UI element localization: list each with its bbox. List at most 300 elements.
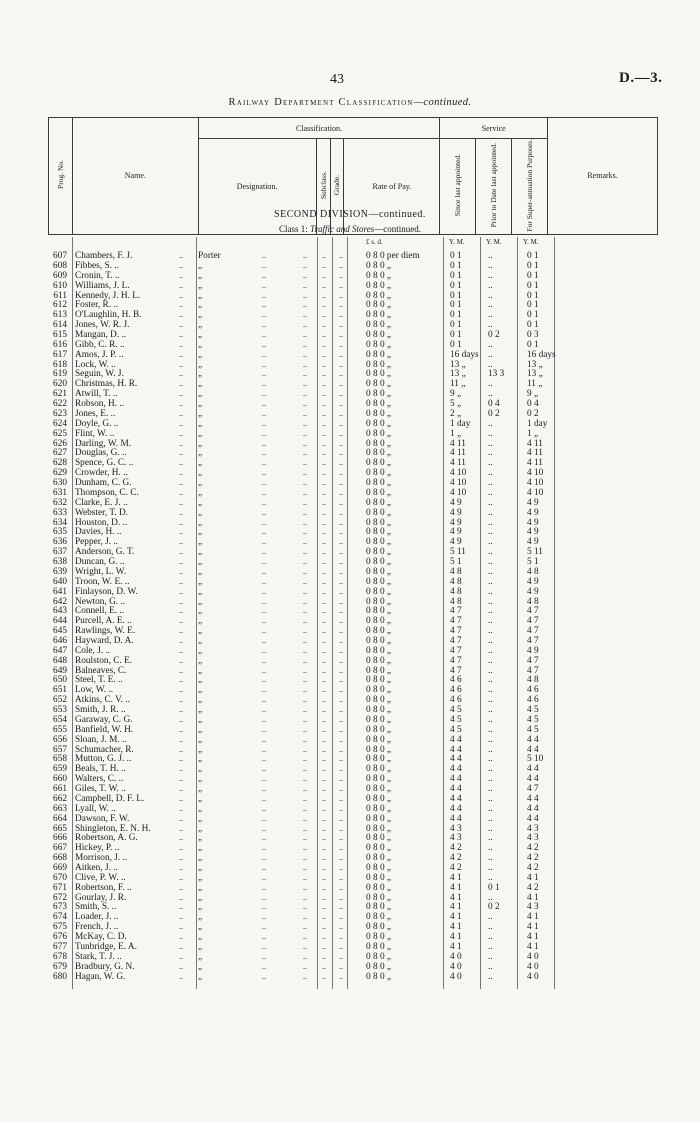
leader-dots: ..: [262, 744, 266, 754]
rate-of-pay-cell: 0 8 0 „: [366, 941, 392, 952]
name-cell: Rawlings, W. E.: [75, 626, 136, 637]
table-row: [0, 330, 700, 340]
table-row: [0, 448, 700, 458]
prog-no-cell: 639: [53, 566, 67, 577]
designation-cell: „: [198, 872, 203, 883]
prior-to-date-cell: ..: [488, 260, 493, 271]
since-last-cell: 4 2: [450, 843, 462, 854]
prog-no-cell: 607: [53, 251, 67, 261]
since-last-cell: 4 9: [450, 497, 462, 508]
since-last-cell: 4 1: [450, 882, 462, 893]
name-cell: Stark, T. J. ..: [75, 951, 122, 962]
table-row: [0, 488, 700, 498]
table-row: [0, 942, 700, 952]
designation-cell: Porter: [198, 251, 221, 261]
leader-dots: ..: [322, 330, 326, 339]
prior-to-date-cell: ..: [488, 468, 493, 479]
leader-dots: ..: [339, 438, 343, 448]
super-cell: 0 1: [527, 310, 539, 321]
leader-dots: ..: [303, 418, 307, 428]
leader-dots: ..: [303, 300, 307, 310]
leader-dots: ..: [322, 497, 326, 507]
super-cell: 4 9: [527, 527, 539, 538]
rate-of-pay-cell: 0 8 0 „: [366, 813, 392, 824]
name-cell: Smith, J. R. ..: [75, 705, 126, 715]
leader-dots: ..: [262, 843, 266, 853]
table-row: [0, 350, 700, 360]
prior-to-date-cell: ..: [488, 941, 493, 952]
leader-dots: ..: [339, 784, 343, 793]
table-row: [0, 379, 700, 389]
leader-dots: ..: [262, 448, 266, 458]
super-cell: 0 1: [527, 280, 539, 291]
leader-dots: ..: [339, 764, 343, 774]
table-row: [0, 902, 700, 912]
table-row: [0, 863, 700, 873]
rate-of-pay-cell: 0 8 0 „: [366, 823, 392, 834]
leader-dots: ..: [322, 300, 326, 310]
since-last-cell: 4 9: [450, 537, 462, 548]
rate-of-pay-cell: 0 8 0 „: [366, 547, 392, 558]
leader-dots: ..: [339, 547, 343, 557]
designation-cell: „: [198, 270, 203, 281]
leader-dots: ..: [303, 616, 307, 626]
name-header: Name.: [72, 118, 198, 235]
leader-dots: ..: [179, 961, 183, 971]
designation-cell: „: [198, 635, 203, 646]
prog-no-cell: 633: [53, 507, 67, 518]
page-title: [0, 97, 700, 108]
rate-of-pay-cell: 0 8 0 „: [366, 754, 392, 765]
prog-no-cell: 628: [53, 458, 67, 469]
prog-no-cell: 658: [53, 754, 67, 765]
super-cell: 4 11: [527, 438, 543, 449]
super-cell: 4 9: [527, 537, 539, 548]
table-row: [0, 952, 700, 962]
leader-dots: ..: [339, 833, 343, 843]
leader-dots: ..: [322, 892, 326, 902]
designation-cell: „: [198, 803, 203, 814]
designation-cell: „: [198, 547, 203, 558]
leader-dots: ..: [262, 596, 266, 606]
leader-dots: ..: [303, 823, 307, 833]
name-cell: Aitken, J. ..: [75, 862, 118, 873]
leader-dots: ..: [303, 527, 307, 537]
rate-of-pay-cell: 0 8 0 „: [366, 408, 392, 419]
prog-no-cell: 647: [53, 645, 67, 656]
prior-to-date-cell: ..: [488, 339, 493, 350]
leader-dots: ..: [322, 922, 326, 932]
designation-cell: „: [198, 645, 203, 656]
name-cell: Loader, J. ..: [75, 912, 119, 923]
prog-no-cell: 677: [53, 941, 67, 952]
table-row: [0, 715, 700, 725]
super-cell: 4 2: [527, 882, 539, 893]
designation-cell: „: [198, 754, 203, 765]
since-last-cell: 4 0: [450, 971, 462, 982]
table-row: [0, 814, 700, 824]
leader-dots: ..: [322, 537, 326, 547]
super-cell: 4 11: [527, 458, 543, 469]
leader-dots: ..: [303, 853, 307, 863]
table-row: [0, 597, 700, 607]
leader-dots: ..: [322, 764, 326, 774]
leader-dots: ..: [262, 339, 266, 349]
leader-dots: ..: [303, 675, 307, 685]
name-cell: Tunbridge, E. A.: [75, 941, 137, 952]
leader-dots: ..: [322, 408, 326, 418]
page-number: 43: [330, 72, 344, 87]
designation-cell: „: [198, 843, 203, 854]
leader-dots: ..: [179, 902, 183, 912]
since-last-cell: 4 7: [450, 655, 462, 666]
table-row: [0, 725, 700, 735]
name-cell: Campbell, D. F. L.: [75, 793, 145, 804]
prior-to-date-cell: ..: [488, 843, 493, 854]
name-cell: McKay, C. D.: [75, 932, 127, 942]
prog-no-cell: 680: [53, 971, 67, 982]
leader-dots: ..: [179, 892, 183, 902]
designation-cell: „: [198, 557, 203, 567]
table-row: [0, 843, 700, 853]
since-last-cell: 0 1: [450, 270, 462, 281]
leader-dots: ..: [339, 408, 343, 418]
table-row: [0, 409, 700, 419]
leader-dots: ..: [262, 951, 266, 961]
leader-dots: ..: [179, 606, 183, 616]
leader-dots: ..: [303, 428, 307, 438]
leader-dots: ..: [322, 813, 326, 823]
name-cell: Low, W. ..: [75, 685, 114, 696]
prior-to-date-cell: ..: [488, 310, 493, 321]
since-last-cell: 16 days: [450, 349, 479, 360]
name-cell: Seguin, W. J.: [75, 369, 124, 380]
leader-dots: ..: [262, 813, 266, 823]
since-last-cell: 0 1: [450, 251, 462, 261]
prog-no-cell: 666: [53, 833, 67, 844]
leader-dots: ..: [339, 823, 343, 833]
super-cell: 0 1: [527, 300, 539, 311]
prior-to-date-cell: ..: [488, 547, 493, 558]
designation-cell: „: [198, 586, 203, 597]
designation-cell: „: [198, 626, 203, 637]
since-last-cell: 0 1: [450, 330, 462, 340]
rate-of-pay-cell: 0 8 0 „: [366, 843, 392, 854]
leader-dots: ..: [339, 853, 343, 863]
prior-to-date-cell: ..: [488, 695, 493, 706]
leader-dots: ..: [303, 379, 307, 389]
rate-of-pay-cell: 0 8 0 „: [366, 932, 392, 942]
prior-to-date-cell: ..: [488, 813, 493, 824]
designation-cell: „: [198, 714, 203, 725]
since-last-cell: 5 11: [450, 547, 466, 558]
table-row: [0, 745, 700, 755]
rate-of-pay-header: Rate of Pay.: [344, 139, 440, 235]
prog-no-cell: 646: [53, 635, 67, 646]
leader-dots: ..: [303, 843, 307, 853]
table-row: [0, 478, 700, 488]
prog-no-cell: 618: [53, 359, 67, 370]
rate-of-pay-cell: 0 8 0 „: [366, 626, 392, 637]
leader-dots: ..: [339, 458, 343, 468]
since-last-cell: 5 1: [450, 557, 462, 567]
super-cell: 9 „: [527, 389, 539, 400]
leader-dots: ..: [303, 468, 307, 478]
name-cell: Houston, D. ..: [75, 517, 128, 528]
leader-dots: ..: [262, 379, 266, 389]
prog-no-cell: 634: [53, 517, 67, 528]
designation-cell: „: [198, 280, 203, 291]
super-cell: 4 3: [527, 902, 539, 913]
designation-cell: „: [198, 862, 203, 873]
super-cell: 4 0: [527, 961, 539, 972]
prog-no-cell: 663: [53, 803, 67, 814]
leader-dots: ..: [303, 576, 307, 586]
leader-dots: ..: [339, 665, 343, 675]
prog-no-cell: 611: [53, 290, 67, 301]
table-row: [0, 429, 700, 439]
designation-cell: „: [198, 941, 203, 952]
leader-dots: ..: [339, 497, 343, 507]
since-last-cell: 4 5: [450, 705, 462, 715]
leader-dots: ..: [339, 576, 343, 586]
rate-of-pay-cell: 0 8 0 „: [366, 339, 392, 350]
leader-dots: ..: [339, 626, 343, 636]
leader-dots: ..: [339, 566, 343, 576]
table-row: [0, 794, 700, 804]
prog-no-cell: 626: [53, 438, 67, 449]
leader-dots: ..: [303, 537, 307, 547]
prior-to-date-cell: 0 4: [488, 399, 500, 409]
prior-units: Y. M.: [486, 238, 502, 246]
designation-cell: „: [198, 320, 203, 331]
leader-dots: ..: [339, 932, 343, 941]
name-cell: Walters, C. ..: [75, 774, 124, 785]
leader-dots: ..: [262, 270, 266, 280]
leader-dots: ..: [179, 862, 183, 872]
designation-cell: „: [198, 616, 203, 627]
leader-dots: ..: [339, 310, 343, 320]
leader-dots: ..: [339, 507, 343, 517]
name-cell: Mutton, G. J. ..: [75, 754, 132, 765]
since-last-cell: 4 6: [450, 695, 462, 706]
since-last-cell: 4 7: [450, 626, 462, 637]
name-cell: Gibb, C. R. ..: [75, 339, 125, 350]
leader-dots: ..: [262, 566, 266, 576]
leader-dots: ..: [179, 557, 183, 566]
name-cell: Wright, L. W.: [75, 566, 127, 577]
designation-cell: „: [198, 576, 203, 587]
prog-no-cell: 636: [53, 537, 67, 548]
leader-dots: ..: [262, 497, 266, 507]
rate-of-pay-cell: 0 8 0 „: [366, 438, 392, 449]
designation-cell: „: [198, 675, 203, 686]
leader-dots: ..: [322, 448, 326, 458]
leader-dots: ..: [179, 517, 183, 527]
rate-of-pay-cell: 0 8 0 „: [366, 774, 392, 785]
super-cell: 4 5: [527, 714, 539, 725]
leader-dots: ..: [303, 902, 307, 912]
since-last-cell: 4 4: [450, 803, 462, 814]
leader-dots: ..: [322, 596, 326, 606]
leader-dots: ..: [322, 606, 326, 616]
rate-of-pay-cell: 0 8 0 „: [366, 468, 392, 479]
service-header: Service: [440, 118, 548, 139]
leader-dots: ..: [179, 290, 183, 300]
rate-of-pay-cell: 0 8 0 „: [366, 645, 392, 656]
leader-dots: ..: [303, 557, 307, 566]
leader-dots: ..: [322, 754, 326, 764]
table-row: [0, 922, 700, 932]
leader-dots: ..: [262, 941, 266, 951]
leader-dots: ..: [339, 635, 343, 645]
leader-dots: ..: [322, 517, 326, 527]
name-cell: Lock, W. ..: [75, 359, 116, 370]
leader-dots: ..: [262, 369, 266, 379]
leader-dots: ..: [322, 932, 326, 941]
name-cell: Atwill, T. ..: [75, 389, 118, 400]
since-last-cell: 4 1: [450, 912, 462, 923]
prog-no-cell: 654: [53, 714, 67, 725]
leader-dots: ..: [262, 389, 266, 399]
leader-dots: ..: [179, 566, 183, 576]
leader-dots: ..: [179, 339, 183, 349]
leader-dots: ..: [322, 557, 326, 566]
leader-dots: ..: [339, 695, 343, 705]
super-cell: 4 2: [527, 843, 539, 854]
leader-dots: ..: [322, 675, 326, 685]
prog-no-cell: 655: [53, 724, 67, 735]
since-last-cell: 4 1: [450, 902, 462, 913]
prior-to-date-cell: ..: [488, 497, 493, 508]
prog-no-cell: 642: [53, 596, 67, 607]
name-cell: Doyle, G. ..: [75, 418, 119, 429]
leader-dots: ..: [179, 833, 183, 843]
super-cell: 4 8: [527, 675, 539, 686]
since-last-cell: 4 4: [450, 764, 462, 775]
designation-cell: „: [198, 290, 203, 301]
leader-dots: ..: [303, 497, 307, 507]
super-cell: 0 1: [527, 251, 539, 261]
super-cell: 4 9: [527, 497, 539, 508]
leader-dots: ..: [179, 784, 183, 793]
leader-dots: ..: [262, 764, 266, 774]
leader-dots: ..: [322, 734, 326, 744]
leader-dots: ..: [179, 922, 183, 932]
rate-of-pay-cell: 0 8 0 „: [366, 606, 392, 617]
leader-dots: ..: [262, 547, 266, 557]
designation-cell: „: [198, 853, 203, 864]
designation-cell: „: [198, 912, 203, 923]
super-cell: 5 10: [527, 754, 544, 765]
leader-dots: ..: [322, 724, 326, 734]
table-row: [0, 547, 700, 557]
table-row: [0, 804, 700, 814]
super-cell: 4 6: [527, 695, 539, 706]
table-row: [0, 399, 700, 409]
since-last-cell: 4 0: [450, 961, 462, 972]
leader-dots: ..: [322, 705, 326, 714]
prior-to-date-cell: ..: [488, 586, 493, 597]
super-cell: 4 8: [527, 566, 539, 577]
leader-dots: ..: [322, 280, 326, 290]
leader-dots: ..: [303, 339, 307, 349]
leader-dots: ..: [322, 478, 326, 487]
prior-to-date-cell: ..: [488, 932, 493, 942]
leader-dots: ..: [322, 645, 326, 655]
rate-of-pay-cell: 0 8 0 „: [366, 862, 392, 873]
name-cell: Steel, T. E. ..: [75, 675, 123, 686]
leader-dots: ..: [322, 882, 326, 892]
leader-dots: ..: [339, 468, 343, 478]
name-cell: Spence, G. C. ..: [75, 458, 134, 469]
rate-of-pay-cell: 0 8 0 „: [366, 487, 392, 498]
rate-of-pay-cell: 0 8 0 „: [366, 320, 392, 331]
super-cell: 4 7: [527, 655, 539, 666]
super-cell: 0 3: [527, 330, 539, 340]
designation-cell: „: [198, 566, 203, 577]
designation-cell: „: [198, 705, 203, 715]
leader-dots: ..: [303, 833, 307, 843]
name-cell: Kennedy, J. H. L.: [75, 290, 141, 301]
prior-to-date-cell: ..: [488, 784, 493, 794]
rate-of-pay-cell: 0 8 0 per diem: [366, 251, 420, 261]
since-last-cell: 4 9: [450, 507, 462, 518]
leader-dots: ..: [179, 270, 183, 280]
rate-of-pay-cell: 0 8 0 „: [366, 448, 392, 459]
leader-dots: ..: [179, 734, 183, 744]
name-cell: Hickey, P. ..: [75, 843, 120, 854]
designation-cell: „: [198, 458, 203, 469]
leader-dots: ..: [339, 902, 343, 912]
leader-dots: ..: [262, 675, 266, 685]
table-row: [0, 340, 700, 350]
leader-dots: ..: [339, 448, 343, 458]
leader-dots: ..: [262, 280, 266, 290]
prior-to-date-cell: ..: [488, 872, 493, 883]
super-cell: 0 1: [527, 290, 539, 301]
rate-of-pay-cell: 0 8 0 „: [366, 951, 392, 962]
leader-dots: ..: [303, 764, 307, 774]
leader-dots: ..: [339, 260, 343, 270]
leader-dots: ..: [262, 616, 266, 626]
designation-cell: „: [198, 339, 203, 350]
name-cell: Shingleton, E. N. H.: [75, 823, 151, 834]
since-last-cell: 4 10: [450, 468, 467, 479]
table-row: [0, 557, 700, 567]
designation-cell: „: [198, 764, 203, 775]
prior-to-date-cell: ..: [488, 774, 493, 785]
designation-cell: „: [198, 359, 203, 370]
leader-dots: ..: [179, 260, 183, 270]
since-last-cell: 4 7: [450, 606, 462, 617]
rate-of-pay-cell: 0 8 0 „: [366, 784, 392, 794]
prior-to-date-cell: ..: [488, 961, 493, 972]
leader-dots: ..: [303, 566, 307, 576]
rate-of-pay-cell: 0 8 0 „: [366, 290, 392, 301]
super-cell: 4 4: [527, 774, 539, 785]
leader-dots: ..: [339, 339, 343, 349]
leader-dots: ..: [179, 971, 183, 981]
leader-dots: ..: [179, 793, 183, 803]
designation-cell: „: [198, 695, 203, 706]
leader-dots: ..: [262, 260, 266, 270]
prior-to-date-cell: ..: [488, 290, 493, 301]
prior-to-date-cell: ..: [488, 665, 493, 676]
leader-dots: ..: [262, 961, 266, 971]
prior-to-date-cell: ..: [488, 270, 493, 281]
table-row: [0, 439, 700, 449]
